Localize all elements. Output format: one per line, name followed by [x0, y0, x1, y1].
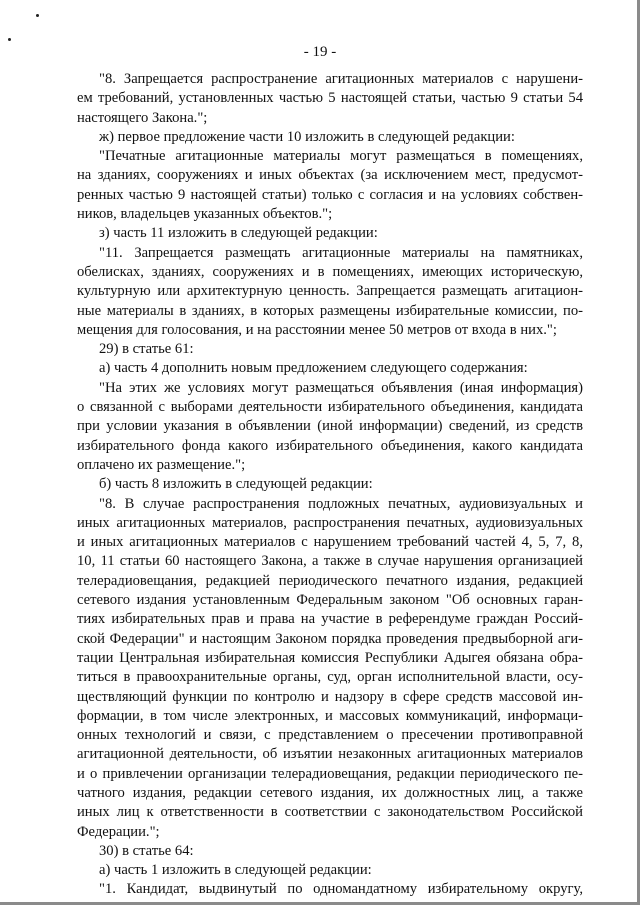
text-line: ской Федерации" и настоящим Законом порядка проведения предвыборной аги- — [77, 630, 583, 647]
text-line: ные материалы в зданиях, в которых размещены избирательные комиссии, по- — [77, 302, 583, 319]
text-line: ществляющий функции по контролю и надзору в сфере средств массовой ин- — [77, 688, 583, 705]
text-line: тации Центральная избирательная комиссия Республики Адыгея обязана обра- — [77, 649, 583, 666]
text-line: "1. Кандидат, выдвинутый по одномандатному избирательному округу, — [99, 881, 583, 898]
text-line: ников, владельцев указанных объектов."; — [77, 206, 333, 223]
text-line: настоящего Закона."; — [77, 109, 208, 126]
text-line: на зданиях, сооружениях и иных объектах (за исключением мест, предусмот- — [77, 167, 583, 184]
scan-speck — [36, 14, 39, 17]
text-line: тиях избирательных прав и права на участие в референдуме граждан Россий- — [77, 611, 583, 628]
text-line: 30) в статье 64: — [99, 842, 194, 859]
text-line: агитационной деятельности, об изъятии незаконных агитационных материалов — [77, 746, 583, 763]
text-line: сетевого издания установленным Федеральным законом "Об основных гаран- — [77, 592, 583, 609]
text-line: "Печатные агитационные материалы могут размещаться в помещениях, — [99, 148, 583, 165]
text-line: 10, 11 статьи 60 настоящего Закона, а также в случае нарушения организацией — [77, 553, 583, 570]
text-line: ем требований, установленных частью 5 настоящей статьи, частью 9 статьи 54 — [77, 90, 583, 107]
text-line: о связанной с выборами деятельности избирательного объединения, кандидата — [77, 399, 583, 416]
text-line: "8. Запрещается распространение агитационных материалов с нарушени- — [99, 71, 583, 87]
text-line: ж) первое предложение части 10 изложить в следующей редакции: — [99, 128, 515, 145]
text-line: обелисках, зданиях, сооружениях и в помещениях, имеющих историческую, — [77, 263, 583, 280]
text-line: при условии указания в объявлении (иной информации) сведений, из средств — [77, 418, 583, 435]
text-line: оплачено их размещение."; — [77, 456, 246, 473]
text-line: "На этих же условиях могут размещаться объявления (иная информация) — [99, 379, 583, 396]
text-line: ренных частью 9 настоящей статьи) только с согласия и на условиях собствен- — [77, 186, 583, 203]
scan-speck — [8, 38, 11, 41]
text-line: формации, в том числе электронных, и массовых коммуникаций, информаци- — [77, 707, 583, 724]
text-line: и о привлечении организации телерадиовещания, редакции периодического пе- — [77, 765, 583, 782]
text-line: "8. В случае распространения подложных печатных, аудиовизуальных и — [99, 495, 583, 512]
text-line: и иных агитационных материалов с нарушением требований частей 4, 5, 7, 8, — [77, 534, 583, 551]
document-body — [77, 70, 583, 900]
text-line: Федерации."; — [77, 823, 160, 840]
page-number: - 19 - — [303, 44, 337, 60]
text-line: титься в правоохранительные органы, суд, орган исполнительной власти, осу- — [77, 669, 583, 686]
text-line: "11. Запрещается размещать агитационные материалы на памятниках, — [99, 244, 583, 261]
text-line: избирательного фонда какого избирательного объединения, какого кандидата — [77, 437, 583, 454]
text-line: 29) в статье 61: — [99, 341, 194, 358]
text-line: культурную или архитектурную ценность. Запрещается размещать агитацион- — [77, 283, 583, 300]
text-line: мещения для голосования, и на расстоянии менее 50 метров от входа в них."; — [77, 321, 557, 338]
text-line: чатного издания, редакции сетевого издания, их должностных лиц, а также — [77, 784, 583, 801]
text-line: иных лиц к ответственности в соответствии с законодательством Российской — [77, 804, 583, 821]
text-line: иных агитационных материалов, распространения печатных, аудиовизуальных — [77, 514, 583, 531]
text-line: а) часть 4 дополнить новым предложением следующего содержания: — [99, 360, 528, 377]
text-line: телерадиовещания, редакцией периодического печатного издания, редакцией — [77, 572, 583, 589]
text-line: а) часть 1 изложить в следующей редакции: — [99, 862, 372, 879]
text-line: б) часть 8 изложить в следующей редакции: — [99, 476, 373, 493]
text-line: з) часть 11 изложить в следующей редакции: — [99, 225, 378, 242]
text-line: онных технологий и связи, с представлением о пресечении противоправной — [77, 727, 583, 744]
